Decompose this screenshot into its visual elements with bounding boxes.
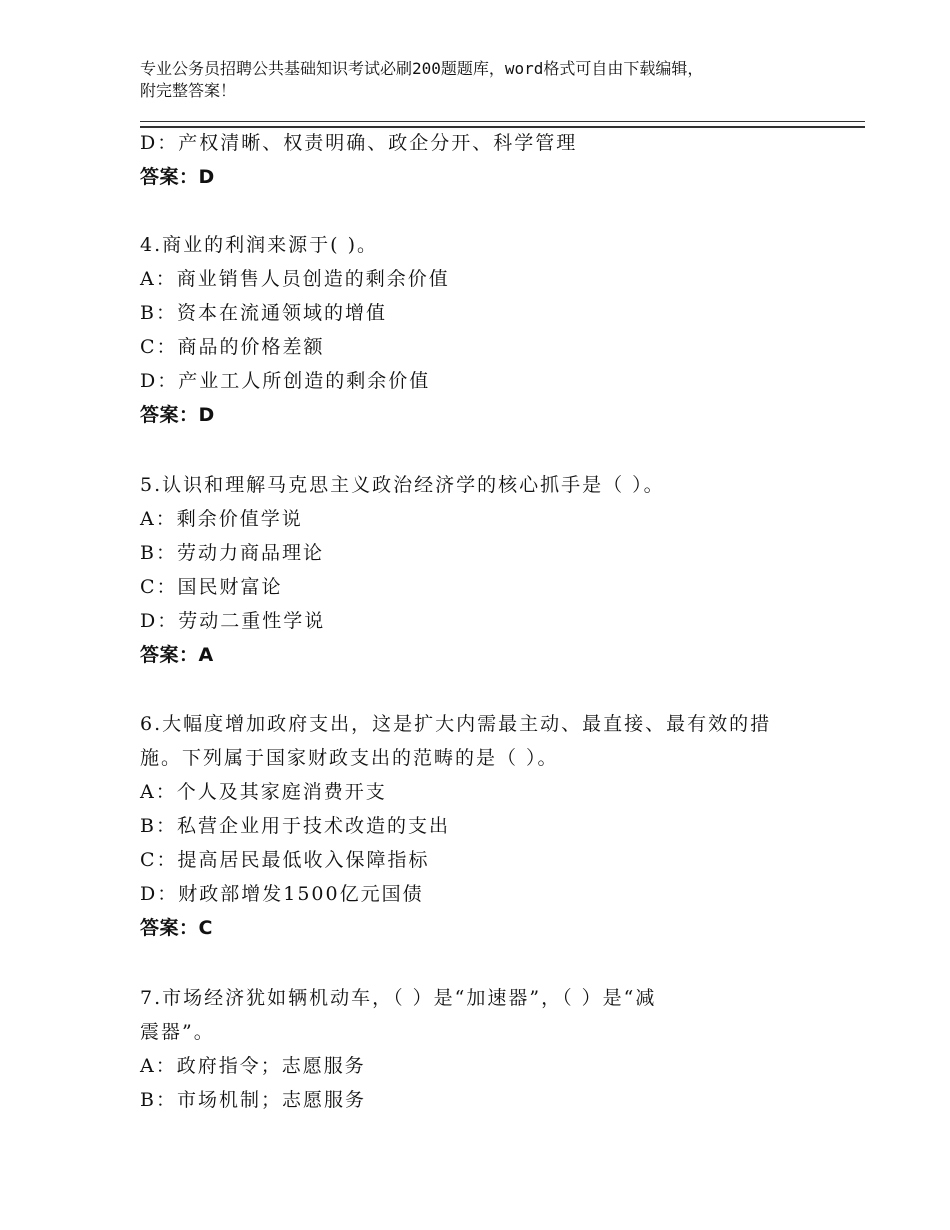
q4-answer: 答案：D [140,404,215,426]
q6-option-b: B：私营企业用于技术改造的支出 [140,815,450,837]
q7-stem-line-1: 7.市场经济犹如辆机动车，（ ）是“加速器”，（ ）是“减 [140,987,657,1009]
q5-option-d: D：劳动二重性学说 [140,610,326,632]
q5-option-b: B：劳动力商品理论 [140,542,324,564]
q5-option-a: A：剩余价值学说 [140,508,303,530]
q4-option-d: D：产业工人所创造的剩余价值 [140,370,431,392]
q5-answer: 答案：A [140,644,214,666]
header-line-1: 专业公务员招聘公共基础知识考试必刷200题题库，word格式可自由下载编辑， [140,59,704,78]
q6-option-d: D：财政部增发1500亿元国债 [140,883,424,905]
q4-option-b: B：资本在流通领域的增值 [140,302,387,324]
header-line-2: 附完整答案！ [140,81,237,100]
q4-option-a: A：商业销售人员创造的剩余价值 [140,268,450,290]
question-5 [140,468,800,672]
q4-option-c: C：商品的价格差额 [140,336,325,358]
q7-stem-line-2: 震器”。 [140,1021,215,1043]
q5-stem: 5.认识和理解马克思主义政治经济学的核心抓手是（ ）。 [140,474,665,496]
q5-option-c: C：国民财富论 [140,576,283,598]
question-4 [140,228,800,432]
q3-answer: 答案：D [140,166,215,188]
page-header [140,58,830,102]
q3-option-d: D：产权清晰、权责明确、政企分开、科学管理 [140,132,578,154]
q6-stem-line-1: 6.大幅度增加政府支出，这是扩大内需最主动、最直接、最有效的措 [140,713,772,735]
question-3-tail [140,126,800,194]
question-7 [140,981,800,1117]
q6-option-a: A：个人及其家庭消费开支 [140,781,387,803]
q6-answer: 答案：C [140,917,213,939]
q6-stem-line-2: 施。下列属于国家财政支出的范畴的是（ ）。 [140,747,559,769]
question-6 [140,707,800,945]
q4-stem: 4.商业的利润来源于( )。 [140,234,378,256]
q7-option-a: A：政府指令；志愿服务 [140,1055,366,1077]
q6-option-c: C：提高居民最低收入保障指标 [140,849,430,871]
q7-option-b: B：市场机制；志愿服务 [140,1089,366,1111]
